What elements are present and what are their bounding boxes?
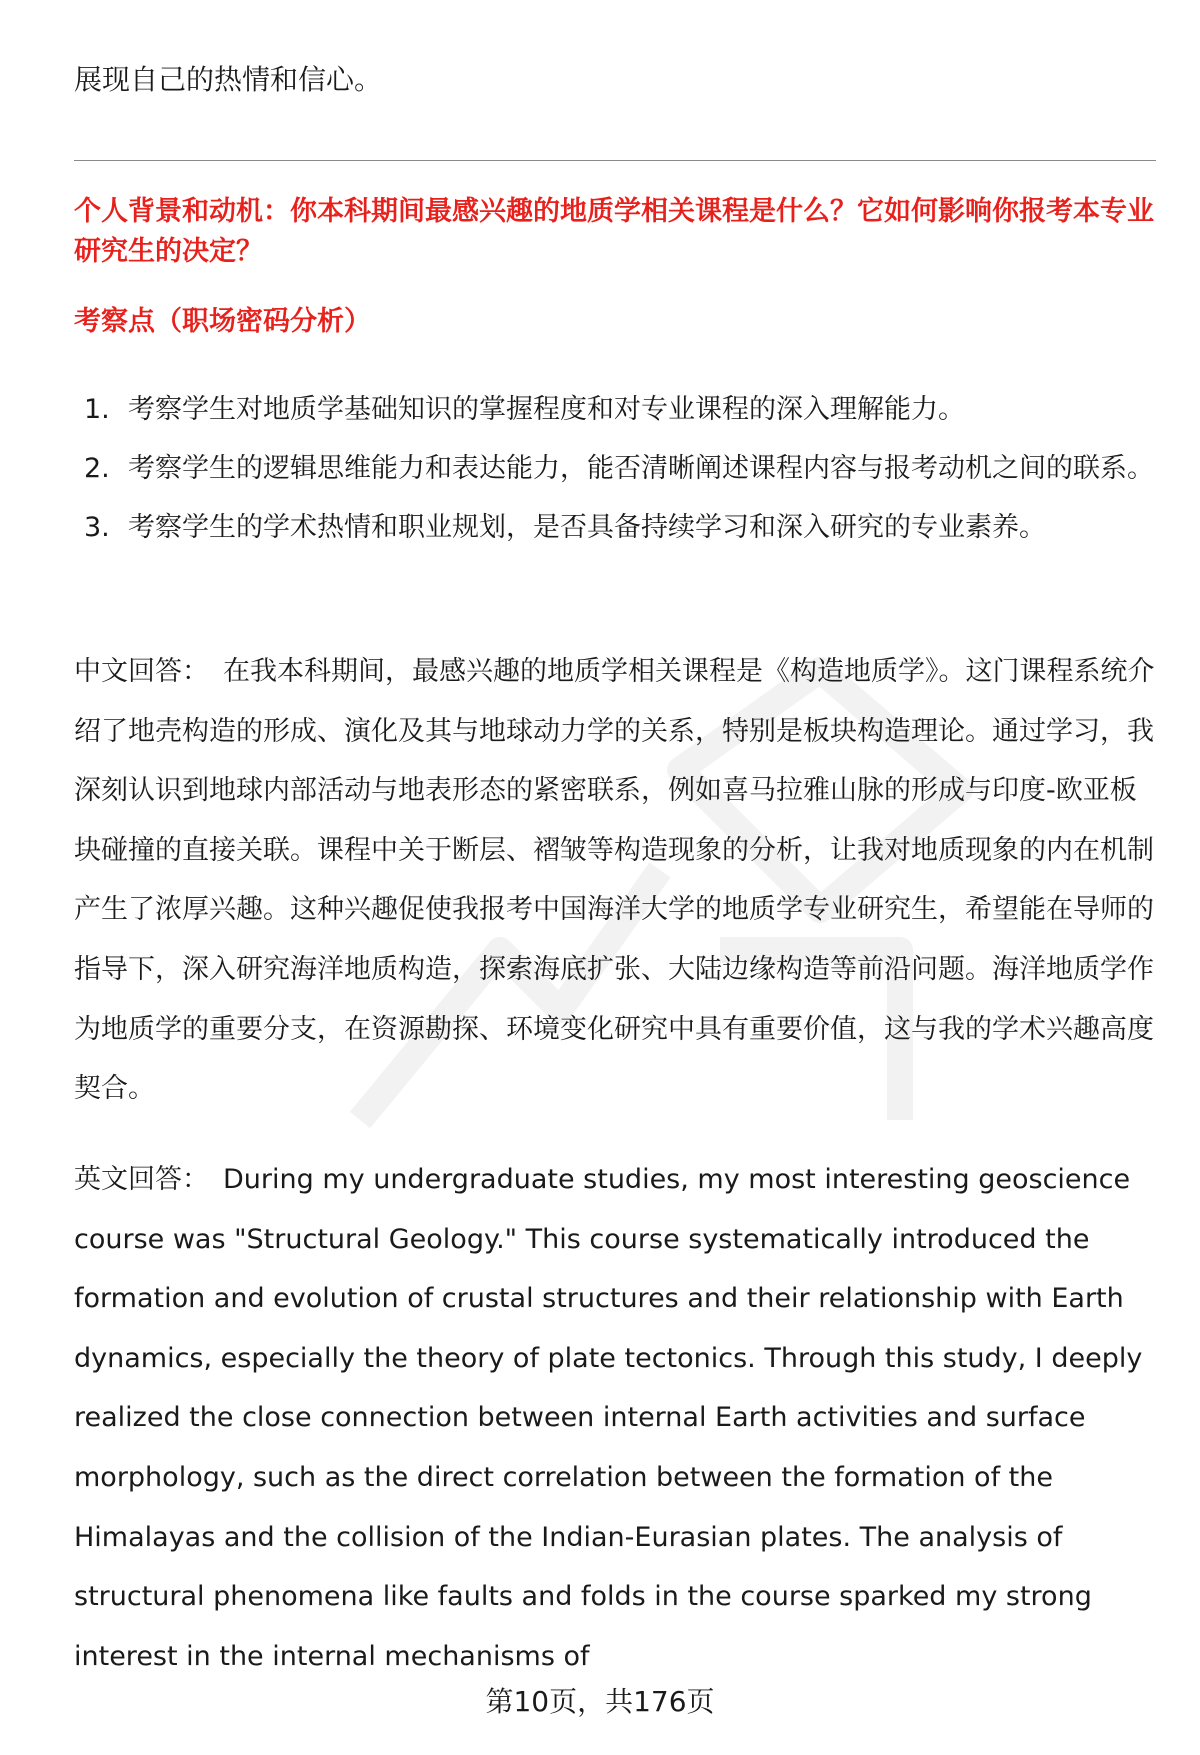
list-item [74, 439, 1156, 498]
english-answer-text: During my undergraduate studies, my most interesting geoscience course was "Structural Geology." This course systematically introduced the formation and evolution of crustal structures and their relationship with Earth dynamics, especially the theory of plate tectonics. Through this study, I deeply realized the close connection between internal Earth activities and surface morphology, such as the direct correlation between the formation of the Himalayas and the collision of the Indian-Eurasian plates. The analysis of structural phenomena like faults and folds in the course sparked my strong interest in the internal mechanisms of [74, 1164, 1143, 1672]
list-number: 2. [84, 453, 110, 484]
english-answer-label: 英文回答： [74, 1164, 209, 1195]
chinese-answer-label: 中文回答： [74, 656, 209, 687]
list-item-text: 考察学生的逻辑思维能力和表达能力，能否清晰阐述课程内容与报考动机之间的联系。 [128, 453, 1154, 484]
continued-text: 展现自己的热情和信心。 [74, 63, 383, 96]
list-item-text: 考察学生的学术热情和职业规划，是否具备持续学习和深入研究的专业素养。 [128, 512, 1046, 543]
page-number: 第10页，共176页 [485, 1685, 715, 1718]
english-answer [74, 1150, 1156, 1686]
question-heading: 个人背景和动机：你本科期间最感兴趣的地质学相关课程是什么？它如何影响你报考本专业研究生的决定？ [74, 196, 1154, 267]
list-item [74, 380, 1156, 439]
section-divider [74, 160, 1156, 161]
list-number: 3. [84, 512, 110, 543]
list-item [74, 498, 1156, 557]
list-item-text: 考察学生对地质学基础知识的掌握程度和对专业课程的深入理解能力。 [128, 394, 965, 425]
chinese-answer [74, 642, 1156, 1119]
chinese-answer-text: 在我本科期间，最感兴趣的地质学相关课程是《构造地质学》。这门课程系统介绍了地壳构造的形成、演化及其与地球动力学的关系，特别是板块构造理论。通过学习，我深刻认识到地球内部活动与地表形态的紧密联系，例如喜马拉雅山脉的形成与印度-欧亚板块碰撞的直接关联。课程中关于断层、褶皱等构造现象的分析，让我对地质现象的内在机制产生了浓厚兴趣。这种兴趣促使我报考中国海洋大学的地质学专业研究生，希望能在导师的指导下，深入研究海洋地质构造，探索海底扩张、大陆边缘构造等前沿问题。海洋地质学作为地质学的重要分支，在资源勘探、环境变化研究中具有重要价值，这与我的学术兴趣高度契合。 [74, 656, 1155, 1105]
section-title: 考察点（职场密码分析） [74, 306, 371, 337]
assessment-points-list [74, 380, 1156, 557]
document-page [74, 0, 1156, 1755]
list-number: 1. [84, 394, 110, 425]
